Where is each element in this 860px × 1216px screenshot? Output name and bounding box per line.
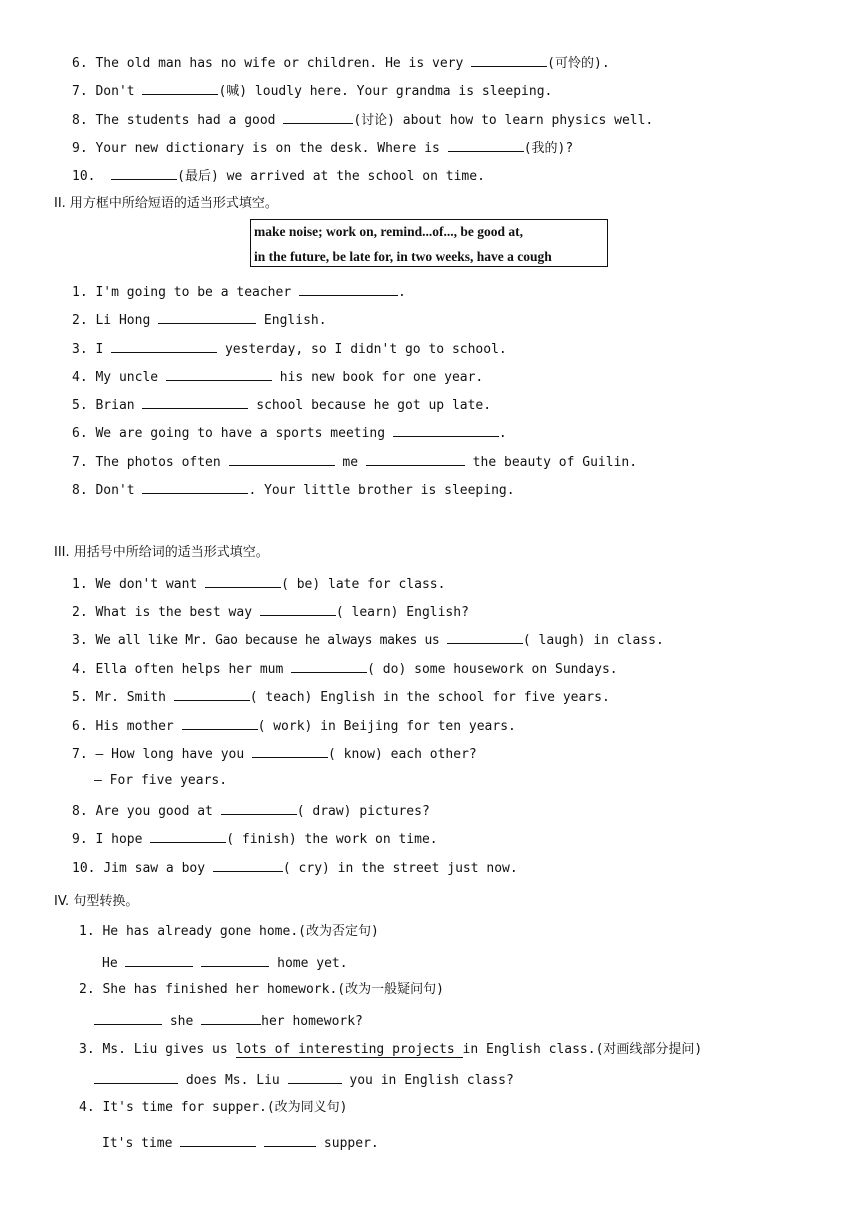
item-text: his new book for one year. bbox=[271, 370, 484, 385]
part3-item-10 bbox=[72, 859, 518, 877]
answer-blank[interactable] bbox=[221, 802, 297, 815]
part4-q4 bbox=[79, 1100, 348, 1116]
item-text: We don't want bbox=[95, 577, 206, 592]
item-number: 6. bbox=[72, 719, 88, 734]
answer-blank[interactable] bbox=[447, 631, 523, 644]
part2-item-5 bbox=[72, 396, 491, 414]
answer-blank[interactable] bbox=[125, 954, 193, 967]
answer-blank[interactable] bbox=[142, 481, 248, 494]
item-number: 5. bbox=[72, 690, 88, 705]
part2-item-2 bbox=[72, 311, 327, 329]
item-text: Don't bbox=[95, 483, 143, 498]
item-number: 4. bbox=[79, 1100, 95, 1115]
item-text: . bbox=[498, 426, 507, 441]
item-number: 4. bbox=[72, 662, 88, 677]
item-text: It's time for supper.(改为同义句) bbox=[102, 1100, 348, 1115]
answer-blank[interactable] bbox=[393, 424, 499, 437]
part3-item-5 bbox=[72, 688, 610, 706]
item-number: 1. bbox=[72, 285, 88, 300]
answer-blank[interactable] bbox=[142, 396, 248, 409]
item-number: 3. bbox=[72, 633, 88, 648]
part3-item-7 bbox=[72, 745, 477, 763]
answer-blank[interactable] bbox=[288, 1071, 342, 1084]
item-number: 1. bbox=[72, 577, 88, 592]
item-text: I bbox=[95, 342, 112, 357]
phrase-box bbox=[250, 219, 608, 267]
answer-blank[interactable] bbox=[260, 603, 336, 616]
answer-blank[interactable] bbox=[448, 139, 524, 152]
section-heading-4: IV. 句型转换。 bbox=[54, 894, 139, 909]
part4-q1 bbox=[79, 924, 379, 940]
item-number: 7. bbox=[72, 747, 88, 762]
item-text: He has already gone home.(改为否定句) bbox=[102, 924, 379, 939]
part1-item-7 bbox=[72, 82, 552, 100]
answer-blank[interactable] bbox=[291, 660, 367, 673]
item-number: 2. bbox=[72, 313, 88, 328]
answer-blank[interactable] bbox=[150, 830, 226, 843]
part4-q3-answer bbox=[94, 1071, 514, 1089]
answer-blank[interactable] bbox=[142, 82, 218, 95]
part3-item-3 bbox=[72, 631, 664, 649]
part1-item-6 bbox=[72, 54, 610, 72]
item-text: me bbox=[334, 455, 366, 470]
item-text: yesterday, so I didn't go to school. bbox=[217, 342, 507, 357]
answer-blank[interactable] bbox=[205, 575, 281, 588]
part3-item-6 bbox=[72, 717, 516, 735]
item-text: Your new dictionary is on the desk. Where is bbox=[95, 141, 448, 156]
item-text: My uncle bbox=[95, 370, 166, 385]
part3-item-1 bbox=[72, 575, 445, 593]
item-number: 8. bbox=[72, 804, 88, 819]
answer-blank[interactable] bbox=[201, 954, 269, 967]
item-text: His mother bbox=[95, 719, 182, 734]
item-text: ( teach) English in the school for five years. bbox=[249, 690, 610, 705]
item-text: We are going to have a sports meeting bbox=[95, 426, 393, 441]
item-text: her homework? bbox=[261, 1014, 363, 1029]
item-text: (可怜的). bbox=[547, 56, 610, 71]
item-number: 1. bbox=[79, 924, 95, 939]
item-text: He bbox=[102, 956, 126, 971]
item-text: in English class.(对画线部分提问) bbox=[462, 1042, 703, 1057]
item-number: 9. bbox=[72, 832, 88, 847]
part3-item-4 bbox=[72, 660, 618, 678]
item-number: 10. bbox=[72, 861, 96, 876]
item-text: We all like Mr. Gao because he always makes us bbox=[95, 633, 447, 648]
section-heading-2: II. 用方框中所给短语的适当形式填空。 bbox=[54, 196, 278, 211]
item-text: Ella often helps her mum bbox=[95, 662, 292, 677]
item-text: . bbox=[397, 285, 406, 300]
item-text: I'm going to be a teacher bbox=[95, 285, 299, 300]
item-text: — How long have you bbox=[95, 747, 253, 762]
item-text: Don't bbox=[95, 84, 143, 99]
item-text: ( laugh) in class. bbox=[522, 633, 664, 648]
item-text: The students had a good bbox=[95, 113, 284, 128]
answer-blank[interactable] bbox=[158, 311, 256, 324]
item-text: ( finish) the work on time. bbox=[226, 832, 438, 847]
section-heading-3: III. 用括号中所给词的适当形式填空。 bbox=[54, 545, 269, 560]
answer-blank[interactable] bbox=[174, 688, 250, 701]
item-text: Jim saw a boy bbox=[103, 861, 213, 876]
item-text: ( be) late for class. bbox=[281, 577, 446, 592]
item-text: Are you good at bbox=[95, 804, 221, 819]
item-number: 4. bbox=[72, 370, 88, 385]
answer-blank[interactable] bbox=[182, 717, 258, 730]
underlined-phrase: lots of interesting projects bbox=[235, 1042, 463, 1057]
item-number: 5. bbox=[72, 398, 88, 413]
part4-q1-answer bbox=[102, 954, 348, 972]
item-text: She has finished her homework.(改为一般疑问句) bbox=[102, 982, 444, 997]
item-text: (讨论) about how to learn physics well. bbox=[353, 113, 654, 128]
part1-item-10 bbox=[72, 167, 485, 185]
answer-blank[interactable] bbox=[264, 1134, 316, 1147]
item-text: she bbox=[162, 1014, 202, 1029]
item-text: ( draw) pictures? bbox=[296, 804, 430, 819]
item-number: 3. bbox=[72, 342, 88, 357]
item-text: Ms. Liu gives us bbox=[102, 1042, 236, 1057]
item-text: The old man has no wife or children. He is very bbox=[95, 56, 472, 71]
part2-item-4 bbox=[72, 368, 483, 386]
item-text: . Your little brother is sleeping. bbox=[248, 483, 515, 498]
part4-q2-answer bbox=[94, 1012, 363, 1030]
item-text: Mr. Smith bbox=[95, 690, 174, 705]
part1-item-8 bbox=[72, 111, 653, 129]
answer-blank[interactable] bbox=[299, 283, 398, 296]
part4-q4-answer bbox=[102, 1134, 379, 1152]
item-number: 6. bbox=[72, 56, 88, 71]
item-text: ( do) some housework on Sundays. bbox=[367, 662, 618, 677]
part3-item-9 bbox=[72, 830, 438, 848]
item-text: Brian bbox=[95, 398, 143, 413]
item-text: It's time bbox=[102, 1136, 181, 1151]
item-number: 8. bbox=[72, 483, 88, 498]
item-text: ( work) in Beijing for ten years. bbox=[257, 719, 516, 734]
item-text: What is the best way bbox=[95, 605, 260, 620]
part3-item-8 bbox=[72, 802, 430, 820]
item-number: 2. bbox=[72, 605, 88, 620]
item-text: does Ms. Liu bbox=[178, 1073, 288, 1088]
item-number: 9. bbox=[72, 141, 88, 156]
part3-item-7-answer bbox=[94, 773, 227, 789]
answer-blank[interactable] bbox=[94, 1071, 178, 1084]
item-number: 7. bbox=[72, 84, 88, 99]
item-number: 8. bbox=[72, 113, 88, 128]
item-number: 7. bbox=[72, 455, 88, 470]
answer-blank[interactable] bbox=[166, 368, 272, 381]
part4-q2 bbox=[79, 982, 444, 998]
item-text: home yet. bbox=[269, 956, 348, 971]
item-text: Li Hong bbox=[95, 313, 159, 328]
part2-item-1 bbox=[72, 283, 406, 301]
item-text: you in English class? bbox=[341, 1073, 514, 1088]
answer-blank[interactable] bbox=[180, 1134, 256, 1147]
item-number: 6. bbox=[72, 426, 88, 441]
item-number: 3. bbox=[79, 1042, 95, 1057]
answer-blank[interactable] bbox=[283, 111, 353, 124]
answer-blank[interactable] bbox=[471, 54, 547, 67]
answer-blank[interactable] bbox=[111, 167, 177, 180]
item-number: 10. bbox=[72, 169, 96, 184]
item-text: ( know) each other? bbox=[328, 747, 477, 762]
part2-item-6 bbox=[72, 424, 507, 442]
item-text: ( learn) English? bbox=[335, 605, 469, 620]
item-text: (我的)? bbox=[523, 141, 574, 156]
item-text: supper. bbox=[316, 1136, 379, 1151]
part1-item-9 bbox=[72, 139, 573, 157]
item-text: (喊) loudly here. Your grandma is sleeping. bbox=[218, 84, 553, 99]
phrase-box-line-2: in the future, be late for, in two weeks, have a cough bbox=[254, 249, 552, 264]
part2-item-8 bbox=[72, 481, 515, 499]
item-text: English. bbox=[256, 313, 327, 328]
answer-blank[interactable] bbox=[213, 859, 283, 872]
answer-blank[interactable] bbox=[229, 453, 335, 466]
item-text: (最后) we arrived at the school on time. bbox=[177, 169, 485, 184]
item-text: the beauty of Guilin. bbox=[464, 455, 638, 470]
part3-item-2 bbox=[72, 603, 469, 621]
item-text: ( cry) in the street just now. bbox=[282, 861, 518, 876]
answer-blank[interactable] bbox=[111, 340, 217, 353]
part4-q3 bbox=[79, 1042, 702, 1058]
part2-item-7 bbox=[72, 453, 637, 471]
phrase-box-line-1: make noise; work on, remind...of..., be good at, bbox=[254, 224, 524, 239]
part2-item-3 bbox=[72, 340, 507, 358]
item-number: 2. bbox=[79, 982, 95, 997]
answer-blank[interactable] bbox=[366, 453, 465, 466]
item-text: school because he got up late. bbox=[248, 398, 492, 413]
answer-blank[interactable] bbox=[252, 745, 328, 758]
item-text: — For five years. bbox=[94, 773, 228, 788]
item-text: The photos often bbox=[95, 455, 229, 470]
answer-blank[interactable] bbox=[201, 1012, 261, 1025]
item-text: I hope bbox=[95, 832, 151, 847]
answer-blank[interactable] bbox=[94, 1012, 162, 1025]
